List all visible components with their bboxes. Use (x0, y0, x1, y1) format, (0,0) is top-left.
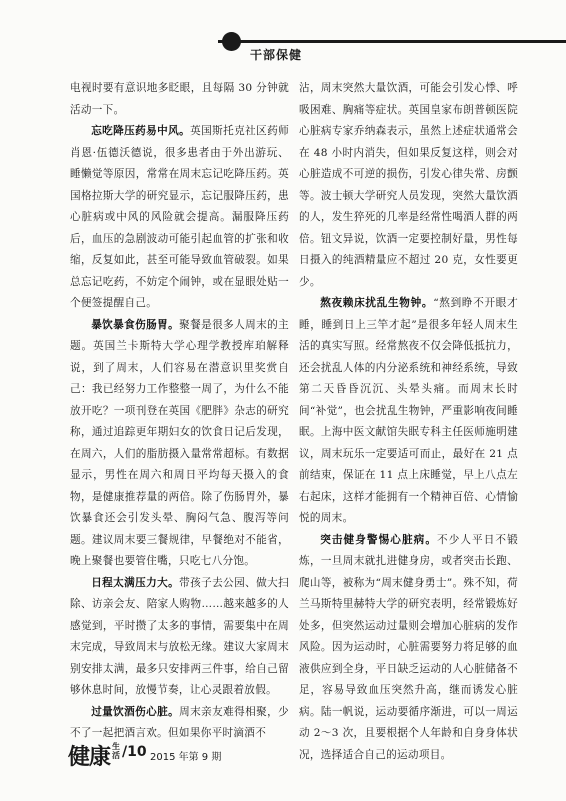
paragraph-text: 周末亲友难得相聚，少不了一起把酒言欢。但如果你平时滴酒不 (70, 705, 290, 739)
subheading: 暴饮暴食伤肠胃。 (91, 318, 180, 331)
section-title: 干部保健 (250, 48, 303, 62)
left-column (70, 78, 289, 738)
subheading: 熬夜赖床扰乱生物钟。 (320, 297, 434, 309)
paragraph-text: 聚餐是很多人周末的主题。英国兰卡斯特大学心理学教授库珀解释说，到了周末，人们容易在潜意识里奖赏自己：我已经努力工作整整一周了，为什么不能放开吃？一项刊登在英国《肥胖》杂志的研究称，通过追踪更年期妇女的饮食日记后发现，在周六，人们的脂肪摄入量常常超标。有数据显示，男性在周六和周日平均每天摄入的食物，是健康推荐量的两倍。除了伤肠胃外，暴饮暴食还会引发头晕、胸闷气急、腹泻等问题。建议周末要三餐规律，早餐绝对不能省，晚上聚餐也要管住嘴，只吃七八分饱。 (70, 318, 290, 567)
page-header (0, 0, 566, 60)
paragraph (70, 315, 289, 573)
issue-label: 2015 年第 9 期 (150, 752, 222, 763)
paragraph (299, 78, 518, 293)
paragraph (70, 78, 289, 121)
paragraph (70, 121, 289, 315)
paragraph-text: “熬到睁不开眼才睡，睡到日上三竿才起”是很多年轻人周末生活的真实写照。经常熬夜不仅会降低抵抗力，还会扰乱人体的内分泌系统和神经系统，导致第二天昏昏沉沉、头晕头痛。而周末长时间“补觉”，也会扰乱生物钟，严重影响夜间睡眠。上海中医文献馆失眠专科主任医师施明建议，周末玩乐一定要适可而止，最好在 21 点前结束，保证在 11 点上床睡觉，早上八点左右起床，这样才能拥有一个精神百倍、心情愉悦的周末。 (299, 297, 518, 524)
paragraph (299, 530, 518, 767)
header-rule (218, 40, 566, 43)
paragraph-text: 电视时要有意识地多眨眼，且每隔 30 分钟就活动一下。 (70, 82, 289, 116)
subheading: 日程太满压力大。 (91, 576, 180, 589)
magazine-logo-suffix: 生活 (112, 742, 120, 760)
paragraph (70, 573, 289, 702)
paragraph (299, 293, 518, 530)
page-number: /10 (122, 744, 147, 760)
header-dot-icon (222, 32, 241, 51)
magazine-logo: 健康 (68, 745, 111, 770)
paragraph-text: 英国斯托克社区药师肖恩·伍德沃德说，很多患者由于外出游玩、睡懒觉等原因，常常在周末忘记吃降压药。英国格拉斯大学的研究显示，忘记服降压药，患心脏病或中风的风险就会提高。漏服降压药后，血压的急剧波动可能引起血管的扩张和收缩，反复如此，甚至可能导致血管破裂。如果总忘记吃药，不妨定个闹钟，或在显眼处贴一个便签提醒自己。 (70, 125, 289, 309)
page-footer (0, 738, 566, 778)
subheading: 过量饮酒伤心脏。 (91, 705, 180, 718)
paragraph-text: 不少人平日不锻炼，一旦周末就扎进健身房，或者突击长跑、爬山等，被称为“周末健身勇士”。殊不知，荷兰马斯特里赫特大学的研究表明，经常锻炼好处多，但突然运动过量则会增加心脏病的发作风险。因为运动时，心脏需要努力将足够的血液供应到全身，平日缺乏运动的人心脏储备不足，容易导致血压突然升高，继而诱发心脏病。陆一帆说，运动要循序渐进，可以一周运动 2～3 次，且要根据个人年龄和自身身体状况，选择适合自己的运动项目。 (299, 533, 518, 761)
paragraph-text: 沾，周末突然大量饮酒，可能会引发心悸、呼吸困难、胸痛等症状。英国皇家布朗普顿医院心脏病专家乔纳森表示，虽然上述症状通常会在 48 小时内消失，但如果反复这样，则会对心脏造成不可逆的损伤，引发心律失常、房颤等。波士顿大学研究人员发现，突然大量饮酒的人，发生猝死的几率是经常性喝酒人群的两倍。钮文异说，饮酒一定要控制好量，男性每日摄入的纯酒精量应不超过 20 克，女性要更少。 (299, 82, 518, 288)
right-column (299, 78, 518, 761)
paragraph-text: 带孩子去公园、做大扫除、访亲会友、陪家人购物……越来越多的人感觉到，平时攒了太多的事情，需要集中在周末完成，导致周末与放松无缘。建议大家周末别安排太满，最多只安排两三件事，给自己留够休息时间，放慢节奏，让心灵跟着放假。 (70, 576, 290, 696)
subheading: 忘吃降压药易中风。 (91, 125, 191, 137)
subheading: 突击健身警惕心脏病。 (320, 533, 438, 546)
